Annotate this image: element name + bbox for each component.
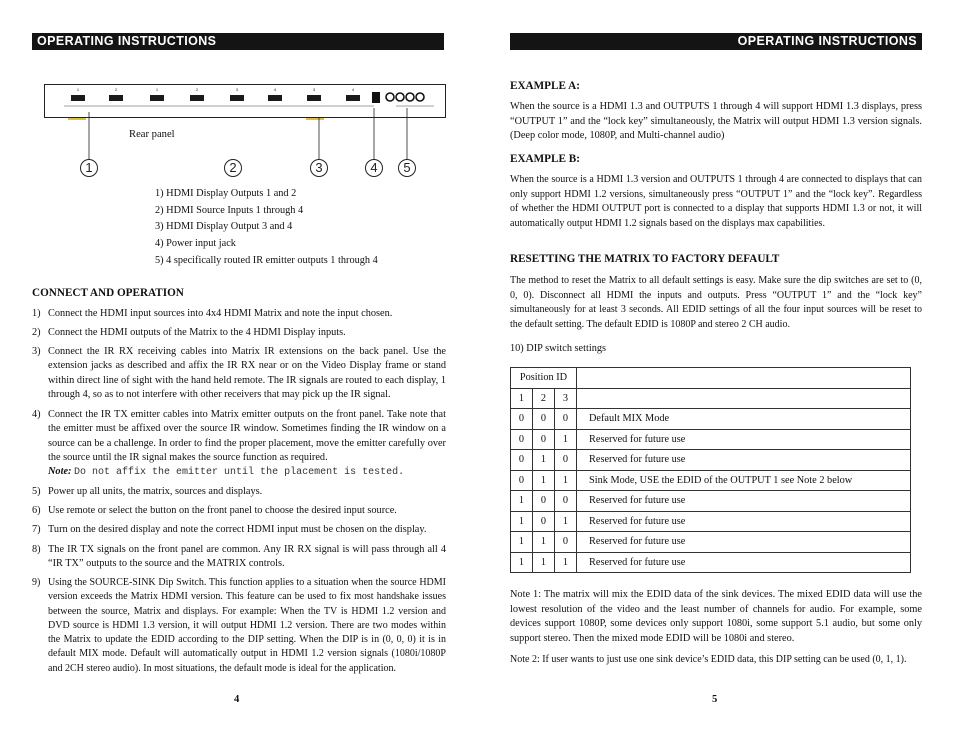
left-page-header: OPERATING INSTRUCTIONS: [32, 33, 444, 50]
description-cell: Sink Mode, USE the EDID of the OUTPUT 1 see Note 2 below: [577, 470, 911, 491]
port-number: 1: [76, 87, 80, 92]
callout-3: 3: [310, 159, 328, 177]
step-number: 5): [32, 486, 41, 497]
dip-switch-table: [510, 367, 911, 573]
step-text: Connect the IR RX receiving cables into Matrix IR extensions on the back panel. Use the extension jacks as described and affix the IR RX near or on the Video Display frame or stand within direct line of sight with the hand held remote. The IR signals are routed to each display, 1 through 4, so as to not interfere with other receivers that may pick up the IR signal.: [48, 346, 446, 400]
callout-2: 2: [224, 159, 242, 177]
callout-5: 5: [398, 159, 416, 177]
step-text: Connect the IR TX emitter cables into Matrix emitter outputs on the front panel. Take note that the emitter must be affixed over the source IR window. Sometimes finding the IR window on a source can be a challenge. In order to find the proper placement, move the emitter carefully over the source until the IR signal makes the source function as required.: [48, 409, 446, 463]
step-9: [32, 576, 446, 676]
bit-cell: 1: [555, 429, 577, 450]
table-row: [511, 552, 911, 573]
connect-heading: CONNECT AND OPERATION: [32, 287, 184, 299]
example-b-heading: EXAMPLE B:: [510, 153, 580, 165]
legend-item: 3) HDMI Display Output 3 and 4: [155, 221, 293, 233]
legend-item: 4) Power input jack: [155, 238, 236, 250]
table-row: [511, 491, 911, 512]
bit-cell: 0: [533, 409, 555, 430]
note-1: Note 1: The matrix will mix the EDID data of the sink devices. The mixed EDID data will use the lowest resolution of the video and the least number of channels for audio. For example, some devices support 1080P, some devices only support 1080i, some support 5.1 audio, but some only support stereo. Then the mixed mode EDID will be 1080i and stereo.: [510, 589, 922, 644]
bit-cell: 1: [533, 552, 555, 573]
table-row: [511, 470, 911, 491]
bit-cell: 0: [511, 470, 533, 491]
dip-caption: 10) DIP switch settings: [510, 343, 607, 354]
bit-cell: 1: [511, 532, 533, 553]
bit-cell: 0: [511, 409, 533, 430]
bit-cell: 0: [533, 511, 555, 532]
step-number: 1): [32, 308, 41, 319]
description-cell: Reserved for future use: [577, 511, 911, 532]
step-text: Turn on the desired display and note the correct HDMI input must be chosen on the display.: [48, 524, 427, 535]
table-row: [511, 409, 911, 430]
bit-cell: 0: [555, 409, 577, 430]
table-row: [511, 429, 911, 450]
bit-cell: 0: [555, 491, 577, 512]
step-number: 9): [32, 577, 41, 588]
id-header: 3: [555, 388, 577, 409]
description-cell: Reserved for future use: [577, 552, 911, 573]
table-row: [511, 450, 911, 471]
table-header-row: [511, 368, 911, 389]
port-number: 2: [195, 87, 199, 92]
step-6: [32, 504, 446, 518]
right-page-header: OPERATING INSTRUCTIONS: [510, 33, 922, 50]
example-a-text: When the source is a HDMI 1.3 and OUTPUTS 1 through 4 will support HDMI 1.3 displays, press “OUTPUT 1” and the “lock key” simultaneously, the Matrix will output HDMI 1.3 version signals. (Deep color mode, 1080P, and Multi-channel audio): [510, 101, 922, 142]
port-number: 2: [114, 87, 118, 92]
step-number: 7): [32, 524, 41, 535]
bit-cell: 1: [511, 491, 533, 512]
note-2: Note 2: If user wants to just use one sink device’s EDID data, this DIP setting can be used (0, 1, 1).: [510, 654, 907, 665]
step-text: Connect the HDMI outputs of the Matrix to the 4 HDMI Display inputs.: [48, 327, 346, 338]
table-row: [511, 532, 911, 553]
step-number: 3): [32, 346, 41, 357]
step-7: [32, 523, 446, 537]
reset-heading: RESETTING THE MATRIX TO FACTORY DEFAULT: [510, 253, 780, 265]
port-number: 3: [235, 87, 239, 92]
bit-cell: 1: [555, 511, 577, 532]
step-1: [32, 307, 446, 321]
bit-cell: 0: [533, 491, 555, 512]
bit-cell: 0: [555, 450, 577, 471]
step-text: Power up all units, the matrix, sources and displays.: [48, 486, 263, 497]
port-number: 4: [273, 87, 277, 92]
description-header: [577, 368, 911, 389]
step-2: [32, 326, 446, 340]
description-cell: [577, 388, 911, 409]
bit-cell: 0: [511, 429, 533, 450]
bit-cell: 1: [533, 532, 555, 553]
step-5: [32, 485, 446, 499]
note-text: Do not affix the emitter until the placement is tested.: [74, 467, 405, 479]
description-cell: Reserved for future use: [577, 429, 911, 450]
description-cell: Reserved for future use: [577, 450, 911, 471]
bit-cell: 1: [555, 552, 577, 573]
bit-cell: 0: [511, 450, 533, 471]
bit-cell: 1: [533, 470, 555, 491]
port-number: 4: [351, 87, 355, 92]
description-cell: Reserved for future use: [577, 491, 911, 512]
step-4: [32, 408, 446, 480]
step-8: [32, 543, 446, 572]
id-header: 2: [533, 388, 555, 409]
step-text: The IR TX signals on the front panel are common. Any IR RX signal is will pass through all 4 “IR TX” outputs to the source and the MATRIX controls.: [48, 544, 446, 570]
step-text: Using the SOURCE-SINK Dip Switch. This function applies to a situation when the source HDMI version exceeds the Matrix HDMI version. This feature can be used to fix most handshake issues between the source, Matrix and displays. For example: When the TV is HDMI 1.2 version and DVD source is HDMI 1.3 version, it will output HDMI 1.2 version. There are two modes within the Matrix to update the EDID according to the DIP setting. When the DIP is in (0, 0, 0) it is in default MIX mode. Default will automatically output in HDMI 1.2 version signals (1080i/1080P and 2CH stereo audio). In most situations, the default mode is ideal for the application.: [48, 577, 446, 674]
bit-cell: 1: [533, 450, 555, 471]
port-number: 1: [155, 87, 159, 92]
legend-item: 1) HDMI Display Outputs 1 and 2: [155, 188, 297, 199]
bit-cell: 1: [555, 470, 577, 491]
step-number: 2): [32, 327, 41, 338]
note-label: Note:: [48, 466, 72, 478]
legend-item: 2) HDMI Source Inputs 1 through 4: [155, 204, 304, 216]
bit-cell: 1: [511, 552, 533, 573]
description-cell: Reserved for future use: [577, 532, 911, 553]
callout-1: 1: [80, 159, 98, 177]
description-cell: Default MIX Mode: [577, 409, 911, 430]
table-id-row: [511, 388, 911, 409]
step-text: Connect the HDMI input sources into 4x4 HDMI Matrix and note the input chosen.: [48, 308, 393, 319]
callout-4: 4: [365, 159, 383, 177]
reset-text: The method to reset the Matrix to all default settings is easy. Make sure the dip switches are set to (0, 0, 0). Disconnect all HDMI the inputs and outputs. Press “OUTPUT 1” and the “lock key” simultaneously for at least 3 seconds. All EDID settings of all the four input sources will be reset to the default setting. The default EDID is 1080P and stereo 2 CH audio.: [510, 275, 922, 330]
id-header: 1: [511, 388, 533, 409]
page-number-left: 4: [234, 694, 240, 705]
step-number: 8): [32, 544, 41, 555]
table-row: [511, 511, 911, 532]
example-b-text: When the source is a HDMI 1.3 version and OUTPUTS 1 through 4 are connected to displays that can only support HDMI 1.2 versions, simultaneously press “OUTPUT 1” and the “lock key”. Regardless of whether the HDMI OUTPUT port is connected to a display that supports HDMI 1.3 or not, it will automatically output HDMI 1.2 signals based on the displays max capabilities.: [510, 174, 922, 229]
position-id-header: Position ID: [511, 368, 577, 389]
example-a-heading: EXAMPLE A:: [510, 80, 580, 92]
panel-legend: [155, 186, 378, 270]
bit-cell: 0: [555, 532, 577, 553]
legend-item: 5) 4 specifically routed IR emitter outputs 1 through 4: [155, 254, 378, 266]
bit-cell: 0: [533, 429, 555, 450]
port-number: 3: [312, 87, 316, 92]
step-3: [32, 345, 446, 402]
rear-panel-label: Rear panel: [129, 129, 175, 140]
bit-cell: 1: [511, 511, 533, 532]
step-text: Use remote or select the button on the front panel to choose the desired input source.: [48, 505, 397, 516]
step-number: 6): [32, 505, 41, 516]
callout-lines: [0, 0, 450, 180]
step-number: 4): [32, 409, 41, 420]
page-number-right: 5: [712, 694, 718, 705]
